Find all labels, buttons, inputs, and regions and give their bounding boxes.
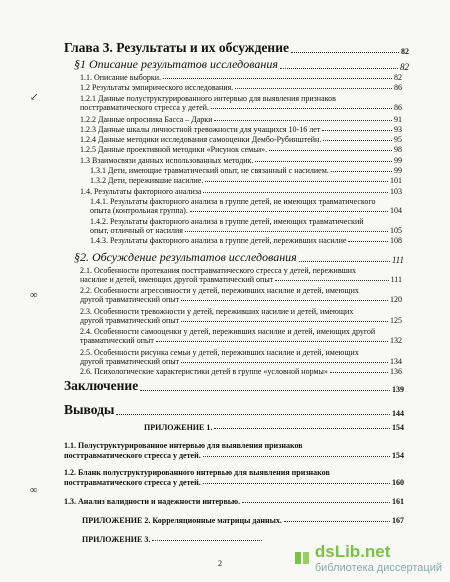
page-number: 2 (218, 559, 222, 568)
page-ref: 139 (392, 385, 404, 394)
page-ref: 99 (394, 156, 402, 165)
page-ref: 93 (394, 125, 402, 134)
toc-entry[interactable] (90, 226, 402, 235)
toc-entry[interactable] (90, 206, 402, 215)
page-ref: 86 (394, 83, 402, 92)
leader-dots (116, 414, 390, 415)
toc-appendix[interactable] (64, 478, 404, 487)
toc-entry-line[interactable]: 2.3. Особенности тревожности у детей, переживших насилие и детей, имеющих (80, 307, 354, 316)
leader-dots (269, 150, 392, 151)
leader-dots (163, 78, 392, 79)
toc-appendix[interactable] (64, 423, 404, 432)
entry-title: другой травматический опыт (80, 295, 180, 304)
entry-title: 1.4. Результаты факторного анализа (80, 187, 202, 196)
leader-dots (214, 120, 392, 121)
toc-entry[interactable] (80, 336, 402, 345)
leader-dots (280, 68, 398, 69)
watermark-subtitle: библиотека диссертаций (314, 562, 442, 574)
leader-dots (203, 456, 390, 457)
entry-title: опыт, отличный от насилия (90, 226, 183, 235)
margin-mark-icon: ∞ (30, 485, 38, 496)
leader-dots (181, 362, 388, 363)
page-ref: 82 (400, 62, 409, 72)
toc-entry-line[interactable]: 2.5. Особенности рисунка семьи у детей, переживших насилие и детей, имеющих (80, 348, 359, 357)
entry-title: ПРИЛОЖЕНИЕ 3. (82, 535, 151, 544)
leader-dots (205, 181, 388, 182)
section-title: §1 Описание результатов исследования (74, 57, 278, 71)
toc-entry[interactable] (90, 236, 402, 245)
toc-entry[interactable] (80, 275, 402, 284)
leader-dots (211, 108, 392, 109)
page-ref: 111 (391, 255, 404, 265)
page-ref: 132 (390, 336, 402, 345)
page-ref: 101 (390, 176, 402, 185)
leader-dots (348, 241, 388, 242)
entry-title: 1.2.2 Данные опросника Басса – Дарки (80, 115, 213, 124)
page-ref: 82 (394, 73, 402, 82)
toc-conclusion[interactable] (64, 378, 404, 394)
toc-entry[interactable] (80, 73, 402, 82)
watermark (293, 542, 442, 574)
leader-dots (156, 341, 388, 342)
leader-dots (235, 88, 392, 89)
entry-title: посттравматического стресса у детей. (64, 451, 201, 460)
leader-dots (140, 390, 390, 391)
page-ref: 86 (394, 103, 402, 112)
leader-dots (152, 540, 262, 541)
toc-entry-line[interactable]: 1.4.2. Результаты факторного анализа в группе детей, имеющих травматический (90, 217, 364, 226)
margin-mark-icon: ↙ (30, 92, 39, 103)
toc-appendix[interactable] (64, 451, 404, 460)
entry-title: 1.4.3. Результаты факторного анализа в группе детей, переживших насилие (90, 236, 347, 245)
toc-entry[interactable] (80, 357, 402, 366)
page-ref: 95 (394, 135, 402, 144)
leader-dots (275, 280, 388, 281)
entry-title: 1.2.5 Данные проективной методики «Рисунок семьи». (80, 145, 268, 154)
toc-chapter-3[interactable] (64, 40, 409, 56)
page-ref: 154 (392, 451, 404, 460)
entry-title: ПРИЛОЖЕНИЕ 1. (144, 423, 213, 432)
toc-section-1[interactable] (74, 57, 409, 72)
toc-entry[interactable] (80, 316, 402, 325)
leader-dots (299, 261, 390, 262)
toc-entry-line[interactable]: 1.4.1. Результаты факторного анализа в группе детей, не имеющих травматического (90, 197, 376, 206)
section-title: §2. Обсуждение результатов исследования (74, 250, 297, 264)
toc-entry[interactable] (90, 176, 402, 185)
entry-title: 1.3 Взаимосвязи данных использованных методик. (80, 156, 254, 165)
toc-appendix[interactable] (64, 535, 264, 544)
toc-section-2[interactable] (74, 250, 404, 265)
findings-title: Выводы (64, 402, 115, 417)
toc-appendix[interactable] (64, 497, 404, 506)
page-ref: 144 (392, 409, 404, 418)
toc-entry[interactable] (80, 295, 402, 304)
toc-entry[interactable] (80, 135, 402, 144)
toc-entry[interactable] (80, 367, 402, 376)
margin-mark-icon: ∞ (30, 290, 38, 301)
entry-title: посттравматического стресса у детей. (64, 478, 201, 487)
entry-title: опыта (контрольная группа). (90, 206, 188, 215)
page-ref: 134 (390, 357, 402, 366)
leader-dots (322, 130, 392, 131)
toc-entry[interactable] (80, 156, 402, 165)
entry-title: 1.3.2 Дети, пережившие насилие. (90, 176, 204, 185)
entry-title: 2.6. Психологические характеристики детей в группе «условной нормы» (80, 367, 328, 376)
leader-dots (255, 161, 392, 162)
entry-title: посттравматического стресса у детей. (80, 103, 209, 112)
entry-title: 1.2 Результаты эмпирического исследования. (80, 83, 234, 92)
toc-entry-line[interactable]: 2.1. Особенности протекания посттравматического стресса у детей, переживших (80, 266, 357, 275)
toc-entry[interactable] (80, 83, 402, 92)
leader-dots (331, 171, 392, 172)
entry-title: другой травматический опыт (80, 357, 180, 366)
page-ref: 98 (394, 145, 402, 154)
leader-dots (185, 231, 388, 232)
conclusion-title: Заключение (64, 378, 139, 393)
entry-title: насилие и детей, имеющих другой травматический опыт (80, 275, 274, 284)
book-icon (293, 549, 311, 567)
page-ref: 99 (394, 166, 402, 175)
toc-entry[interactable] (80, 103, 402, 112)
toc-entry-line[interactable]: 1.2. Бланк полуструктурированного интервью для выявления признаков (64, 468, 330, 477)
page-ref: 154 (392, 423, 404, 432)
leader-dots (203, 483, 390, 484)
toc-entry-line[interactable]: 2.2. Особенности агрессивности у детей, переживших насилие и детей, имеющих (80, 286, 359, 295)
toc-entry[interactable] (80, 115, 402, 124)
toc-entry-line[interactable]: 1.1. Полуструктурированное интервью для выявления признаков (64, 441, 303, 450)
entry-title: ПРИЛОЖЕНИЕ 2. Корреляционные матрицы данных. (82, 516, 282, 525)
leader-dots (242, 502, 390, 503)
leader-dots (284, 521, 390, 522)
leader-dots (203, 192, 388, 193)
leader-dots (214, 428, 390, 429)
page-ref: 136 (390, 367, 402, 376)
toc-findings[interactable] (64, 402, 404, 418)
entry-title: 1.2.3 Данные шкалы личностной тревожности для учащихся 10-16 лет (80, 125, 321, 134)
entry-title: 1.1. Описание выборки. (80, 73, 162, 82)
toc-appendix[interactable] (64, 516, 404, 525)
toc-entry[interactable] (80, 145, 402, 154)
page-ref: 160 (392, 478, 404, 487)
page-ref: 120 (390, 295, 402, 304)
leader-dots (291, 52, 399, 53)
page-ref: 104 (390, 206, 402, 215)
page-ref: 111 (390, 275, 402, 284)
page-ref: 91 (394, 115, 402, 124)
toc-entry[interactable] (90, 166, 402, 175)
watermark-brand: dsLib.net (314, 542, 391, 561)
leader-dots (181, 321, 388, 322)
toc-entry-line[interactable]: 2.4. Особенности самооценки у детей, переживших насилие и детей, имеющих другой (80, 327, 376, 336)
toc-entry[interactable] (80, 187, 402, 196)
page-ref: 103 (390, 187, 402, 196)
page-ref: 161 (392, 497, 404, 506)
entry-title: 1.3.1 Дети, имеющие травматический опыт, не связанный с насилием. (90, 166, 329, 175)
leader-dots (190, 211, 388, 212)
page-ref: 125 (390, 316, 402, 325)
leader-dots (181, 300, 388, 301)
leader-dots (330, 372, 388, 373)
page-ref: 108 (390, 236, 402, 245)
page-ref: 105 (390, 226, 402, 235)
leader-dots (323, 140, 392, 141)
entry-title: 1.3. Анализ валидности и надежности интервью. (64, 497, 241, 506)
chapter-title: Глава 3. Результаты и их обсуждение (64, 40, 289, 55)
entry-title: травматический опыт (80, 336, 154, 345)
page-ref: 82 (401, 47, 409, 56)
page-ref: 167 (392, 516, 404, 525)
toc-entry[interactable] (80, 125, 402, 134)
entry-title: другой травматический опыт (80, 316, 180, 325)
toc-entry-line[interactable]: 1.2.1 Данные полуструктурированного интервью для выявления признаков (80, 94, 336, 103)
entry-title: 1.2.4 Данные методики исследования самооценки Дембо-Рубинштейн. (80, 135, 322, 144)
